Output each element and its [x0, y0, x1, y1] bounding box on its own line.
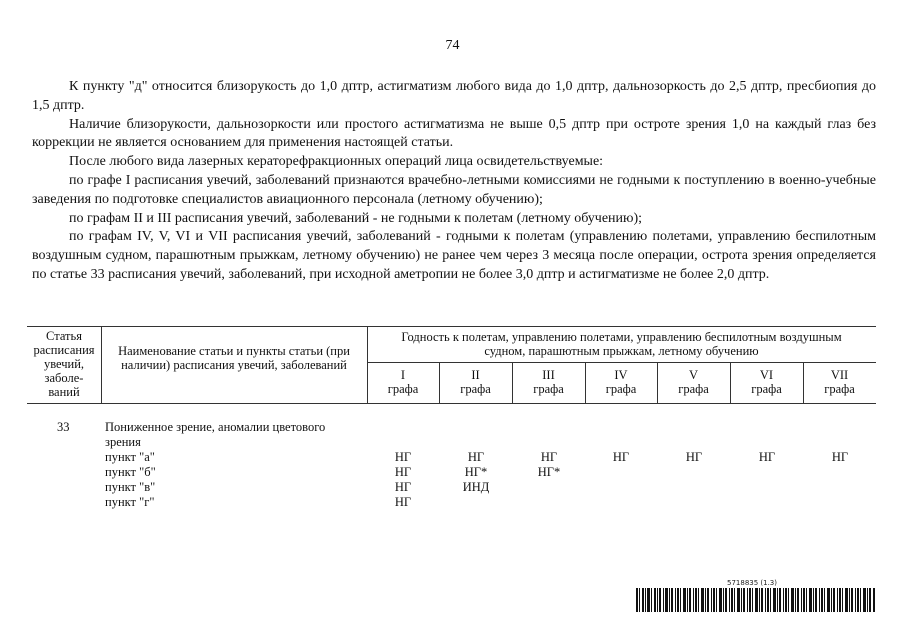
graph-number: VI — [759, 368, 774, 382]
graph-number: VII — [830, 368, 849, 382]
row-label: пункт "б" — [105, 465, 156, 479]
header-article-line: расписания — [33, 343, 95, 357]
grade-cell: НГ* — [537, 465, 561, 479]
article-number: 33 — [57, 420, 70, 434]
paragraph: После любого вида лазерных кераторефракционных операций лица освидетельствуемые: — [69, 154, 604, 170]
grade-cell: НГ — [394, 495, 412, 509]
graph-word: графа — [605, 382, 637, 396]
header-graph-3 — [512, 368, 585, 396]
header-graph-1 — [367, 368, 439, 396]
graph-word: графа — [460, 382, 491, 396]
grade-cell: НГ — [831, 450, 849, 464]
paragraph: Наличие близорукости, дальнозоркости или простого астигматизма не выше 0,5 дптр при остроте зрения 1,0 на каждый глаз без коррекции не является основанием для применения настоящей статьи. — [32, 116, 876, 151]
header-article-line: увечий, — [43, 357, 85, 371]
graph-word: графа — [678, 382, 709, 396]
grade-cell: НГ — [394, 450, 412, 464]
grade-cell: ИНД — [462, 480, 490, 494]
grade-cell: НГ — [612, 450, 630, 464]
article-title-line: зрения — [105, 435, 141, 449]
grade-cell: НГ — [394, 465, 412, 479]
paragraph: К пункту "д" относится близорукость до 1,0 дптр, астигматизм любого вида до 1,0 дптр, дальнозоркость до 2,5 дптр, пресбиопия до 1,5 дптр. — [32, 79, 876, 113]
header-graph-7 — [803, 368, 876, 396]
header-fitness — [367, 330, 876, 358]
header-article — [27, 329, 101, 399]
header-divider — [367, 362, 876, 363]
table-header — [27, 326, 876, 404]
fitness-table — [27, 326, 876, 509]
graph-number: IV — [614, 368, 628, 382]
header-name — [101, 344, 367, 372]
header-graph-6 — [730, 368, 803, 396]
graph-number: II — [471, 368, 480, 382]
grade-cell: НГ — [394, 480, 412, 494]
grade-cell: НГ — [540, 450, 558, 464]
header-name-line: Наименование статьи и пункты статьи (при — [118, 344, 350, 358]
graph-word: графа — [533, 382, 564, 396]
graph-number: III — [542, 368, 555, 382]
row-label: пункт "в" — [105, 480, 156, 494]
header-graph-2 — [439, 368, 512, 396]
graph-word: графа — [387, 382, 419, 396]
header-article-line: Статья — [46, 329, 82, 343]
graph-word: графа — [824, 382, 855, 396]
paragraph: по графам II и III расписания увечий, заболеваний - не годными к полетам (летному обучению); — [69, 210, 643, 226]
body-text — [32, 78, 876, 285]
header-graph-4 — [585, 368, 657, 396]
paragraph: по графам IV, V, VI и VII расписания увечий, заболеваний - годными к полетам (управлению полетами, управлению беспилотным воздушным судном, парашютным прыжкам, летному обучению) не ранее чем через 3 месяца после операции, острота зрения определяется по статье 33 расписания увечий, заболеваний, при исходной аметропии не более 3,0 дптр и астигматизме не более 2,0 дптр. — [32, 229, 876, 282]
header-graph-5 — [657, 368, 730, 396]
barcode — [636, 588, 876, 612]
paragraph: по графе I расписания увечий, заболеваний признаются врачебно-летными комиссиями не годными к поступлению в военно-учебные заведения по подготовке специалистов авиационного персонала (летному обучению); — [32, 172, 876, 207]
grade-cell: НГ* — [464, 465, 488, 479]
header-article-line: заболе- — [44, 371, 84, 385]
barcode-caption: 5718835 (1.3) — [727, 579, 777, 587]
graph-word: графа — [751, 382, 782, 396]
article-title-line: Пониженное зрение, аномалии цветового — [105, 420, 326, 434]
grade-cell: НГ — [467, 450, 485, 464]
header-name-line: наличии) расписания увечий, заболеваний — [121, 358, 347, 372]
page-number: 74 — [445, 38, 460, 53]
header-article-line: ваний — [48, 385, 80, 399]
graph-number: I — [400, 368, 406, 382]
row-label: пункт "г" — [105, 495, 155, 509]
grade-cell: НГ — [758, 450, 776, 464]
grade-cell: НГ — [685, 450, 703, 464]
graph-number: V — [688, 368, 699, 382]
header-fitness-line: Годность к полетам, управлению полетами, управлению беспилотным воздушным — [401, 330, 842, 344]
header-fitness-line: судном, парашютным прыжкам, летному обучению — [484, 344, 759, 358]
row-label: пункт "а" — [105, 450, 155, 464]
